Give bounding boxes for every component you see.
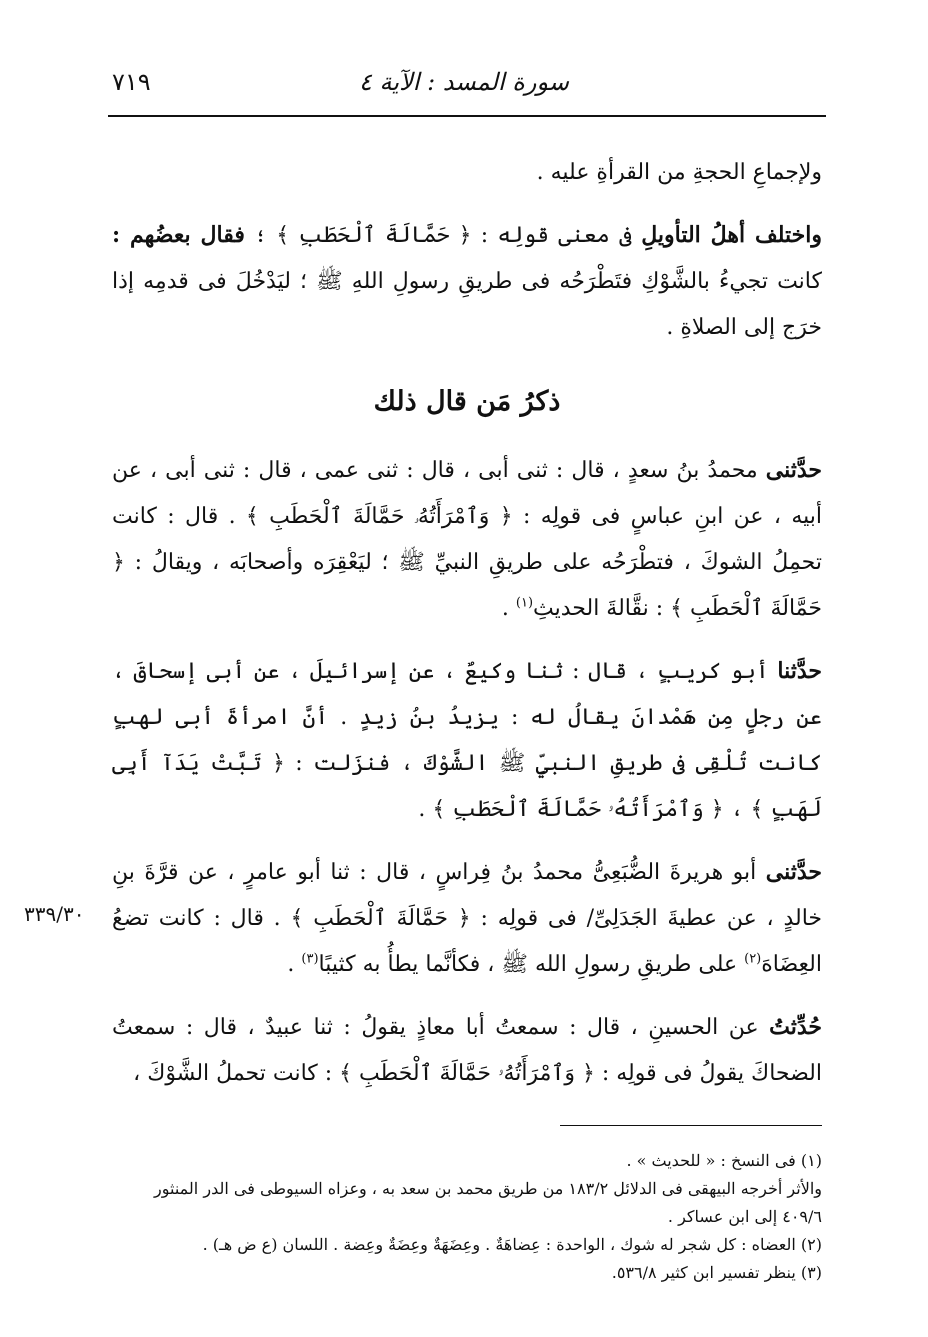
paragraph-2 [112, 212, 822, 351]
narration-2-text-c: . [418, 797, 433, 822]
paragraph-2-text-b: ؛ [244, 223, 277, 248]
narration-4-lead: حُدِّثتُ [769, 1014, 822, 1040]
narration-3-text-a: أبو هريرةَ الضُّبَعِىُّ محمدُ بنُ فِراسٍ ، قال : ثنا أبو عامرٍ ، عن قرَّةَ بنِ خالدٍ ، عن عطيةَ الجَدَلِىِّ/ فى قولِه : [112, 860, 822, 931]
footnote-rule [560, 1125, 822, 1126]
quran-quote: ﴿ حَمَّالَةَ ٱلْحَطَبِ ﴾ [290, 906, 471, 931]
narration-2-text-b: ، [723, 797, 751, 822]
quran-quote: ﴿ وَٱمْرَأَتُهُۥ حَمَّالَةَ ٱلْحَطَبِ ﴾ [339, 1061, 595, 1086]
narration-4 [112, 1004, 822, 1097]
narration-1-text-c: : نقَّالةَ الحديثِ [533, 596, 671, 621]
narration-1-text-d: . [501, 596, 516, 621]
narration-2-lead: حدَّثنا [777, 658, 822, 684]
narration-3-text-b: . قال : كانت تضعُ العِضَاهَ [112, 906, 822, 977]
narration-1 [112, 447, 822, 632]
quran-quote: ﴿ حَمَّالَةَ ٱلْحَطَبِ ﴾ [276, 223, 472, 248]
narration-2-text-a: أبو كريبٍ ، قال : ثنا وكيعٌ ، عن إسرائيلَ ، عن أبى إسحاقَ ، عن رجلٍ مِن هَمْدانَ يقالُ له : يزيدُ بنُ زيدٍ . أنَّ امرأةَ أبى لهبٍ كانت تُلْقِى فى طريقِ النبيِّ ﷺ الشَّوْكَ ، فنزَلت : [112, 659, 822, 776]
narration-2 [112, 648, 822, 833]
footnote-ref-2[interactable]: (٢) [744, 951, 762, 967]
narration-4-text-b: : كانت تحملُ الشَّوْكَ ، [133, 1061, 340, 1086]
paragraph-1 [112, 150, 822, 196]
narration-1-text-a: محمدُ بنُ سعدٍ ، قال : ثنى أبى ، قال : ثنى عمى ، قال : ثنى أبى ، عن أبيه ، عن ابنِ عباسٍ فى قولِه : [112, 458, 822, 529]
paragraph-2-bold: فقال بعضُهم : [112, 222, 245, 248]
running-title: سورة المسد : الآية ٤ [359, 68, 569, 96]
narration-3-lead: حدَّثنى [765, 859, 822, 885]
paragraph-2-text-a: فى معنى قولِه : [471, 223, 642, 248]
quran-quote: ﴿ وَٱمْرَأَتُهُۥ حَمَّالَةَ ٱلْحَطَبِ ﴾ [432, 797, 724, 822]
footnote-2: (٢) العضاه : كل شجر له شوك ، الواحدة : عِضاهَةٌ . وعِضَهَةٌ وعِضَةٌ وعِضة . اللسان (ع ض هـ) . [202, 1235, 822, 1254]
header-rule [108, 115, 826, 117]
quran-quote: ﴿ تَبَّتْ يَدَآ أَبِى لَهَبٍ ﴾ [112, 751, 822, 822]
narration-3-text-d: . [287, 952, 302, 977]
paragraph-1-text: ولإجماعِ الحجةِ من القرأةِ عليه . [536, 160, 822, 185]
quran-quote: ﴿ حَمَّالَةَ ٱلْحَطَبِ ﴾ [112, 550, 822, 621]
footnote-1: (١) فى النسخ : « للحديث » . [626, 1151, 822, 1170]
footnote-3: (٣) ينظر تفسير ابن كثير ٥٣٦/٨. [611, 1263, 822, 1282]
footnote-1-continuation: والأثر أخرجه البيهقى فى الدلائل ١٨٣/٢ من طريق محمد بن سعد به ، وعزاه السيوطى فى الدر المنثور ٤٠٩/٦ إلى ابن عساكر . [154, 1179, 822, 1226]
page-number: ٧١٩ [112, 68, 151, 96]
footnote-ref-1[interactable]: (١) [515, 595, 534, 611]
section-heading: ذكرُ مَن قال ذلك [373, 386, 561, 417]
narration-3-text-c: على طريقِ رسولِ الله ﷺ ، فكأنَّما يطأُ به كثيبًا [318, 952, 745, 977]
narration-4-text-a: عن الحسينِ ، قال : سمعتُ أبا معاذٍ يقولُ : ثنا عبيدٌ ، قال : سمعتُ الضحاكَ يقولُ فى قولِه : [112, 1015, 822, 1086]
footnotes [112, 1147, 822, 1287]
narration-1-text-b: . قال : كانت تحمِلُ الشوكَ ، فتطْرَحُه على طريقِ النبيِّ ﷺ ؛ ليَعْقِرَه وأصحابَه ، ويقالُ : [112, 504, 822, 575]
main-text [112, 150, 822, 1113]
footnote-ref-3[interactable]: (٣) [301, 951, 319, 967]
paragraph-2-text-c: كانت تجيءُ بالشَّوْكِ فتَطْرَحُه فى طريقِ رسولِ اللهِ ﷺ ؛ ليَدْخُلَ فى قدمِه إذا خرَج إلى الصلاةِ . [112, 269, 822, 340]
page-header [100, 60, 828, 100]
margin-reference: ٣٣٩/٣٠ [24, 902, 85, 926]
narration-3 [112, 849, 822, 988]
quran-quote: ﴿ وَٱمْرَأَتُهُۥ حَمَّالَةَ ٱلْحَطَبِ ﴾ [245, 504, 513, 529]
narration-1-lead: حدَّثنى [765, 457, 823, 483]
paragraph-2-lead: واختلف أهلُ التأويلِ [641, 222, 822, 248]
